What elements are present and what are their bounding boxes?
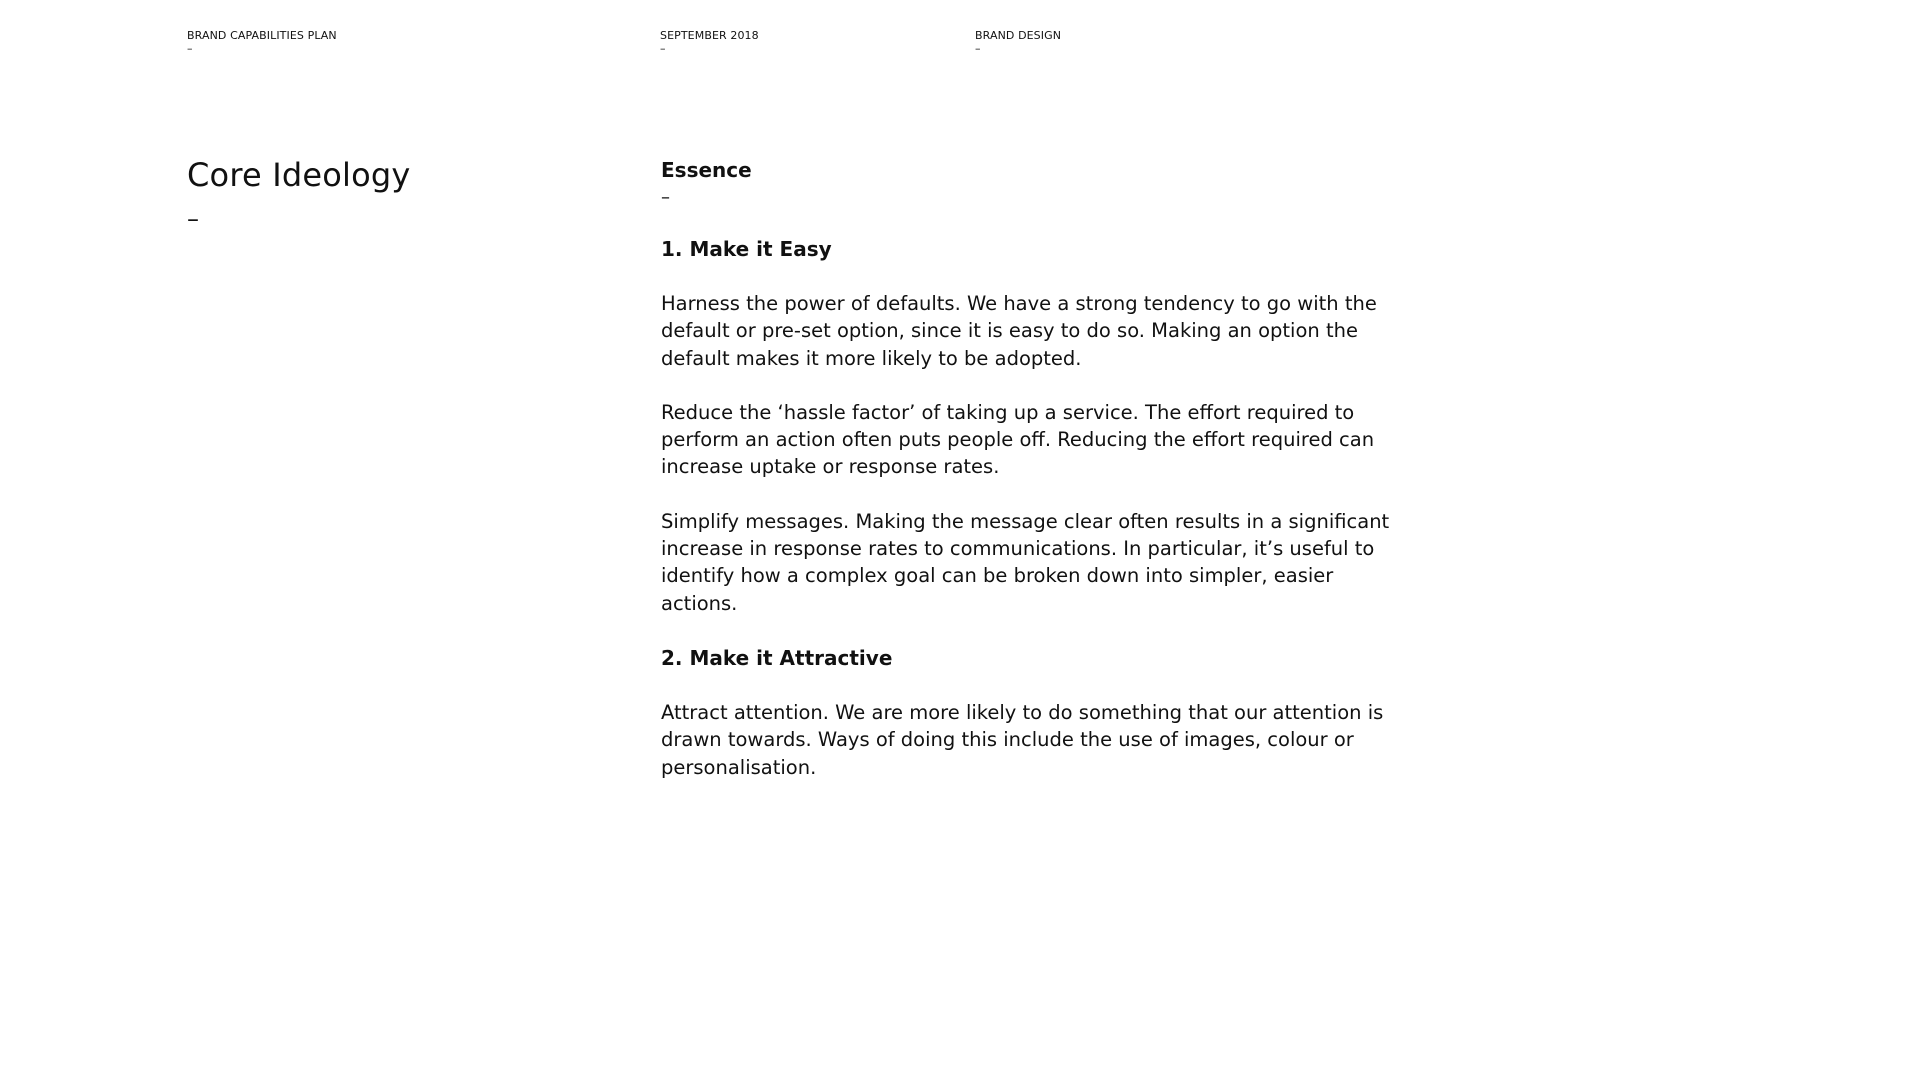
paragraph-simplify-messages: Simplify messages. Making the message clear often results in a significant increase in response rates to communications. In particular, it’s useful to identify how a complex goal can be broken down into simpler, easier actions. xyxy=(661,509,1390,615)
paragraph-hassle-factor: Reduce the ‘hassle factor’ of taking up a service. The effort required to perform an action often puts people off. Reducing the effort required can increase uptake or response rates. xyxy=(661,400,1375,479)
essence-dash: – xyxy=(661,187,670,208)
header-plan-label xyxy=(187,29,337,54)
paragraph-attract-attention: Attract attention. We are more likely to do something that our attention is drawn towards. Ways of doing this include the use of images, colour or personalisation. xyxy=(661,700,1384,779)
header-department-text: BRAND DESIGN xyxy=(975,29,1062,42)
section-heading-easy: 1. Make it Easy xyxy=(661,237,832,261)
content-column xyxy=(661,155,1421,781)
header-date-label xyxy=(660,29,759,54)
page-title: Core Ideology xyxy=(187,156,411,194)
left-column xyxy=(187,155,607,231)
header-plan-text: BRAND CAPABILITIES PLAN xyxy=(187,29,337,42)
paragraph-defaults: Harness the power of defaults. We have a strong tendency to go with the default or pre-set option, since it is easy to do so. Making an option the default makes it more likely to be adopted. xyxy=(661,292,1377,370)
essence-heading: Essence xyxy=(661,158,752,182)
header-date-text: SEPTEMBER 2018 xyxy=(660,29,759,42)
header-department-label xyxy=(975,29,1061,54)
page-title-dash: – xyxy=(187,205,199,233)
header-date-dash: – xyxy=(660,42,666,55)
header-plan-dash: – xyxy=(187,42,193,55)
section-heading-attractive: 2. Make it Attractive xyxy=(661,645,893,670)
header-department-dash: – xyxy=(975,42,981,55)
